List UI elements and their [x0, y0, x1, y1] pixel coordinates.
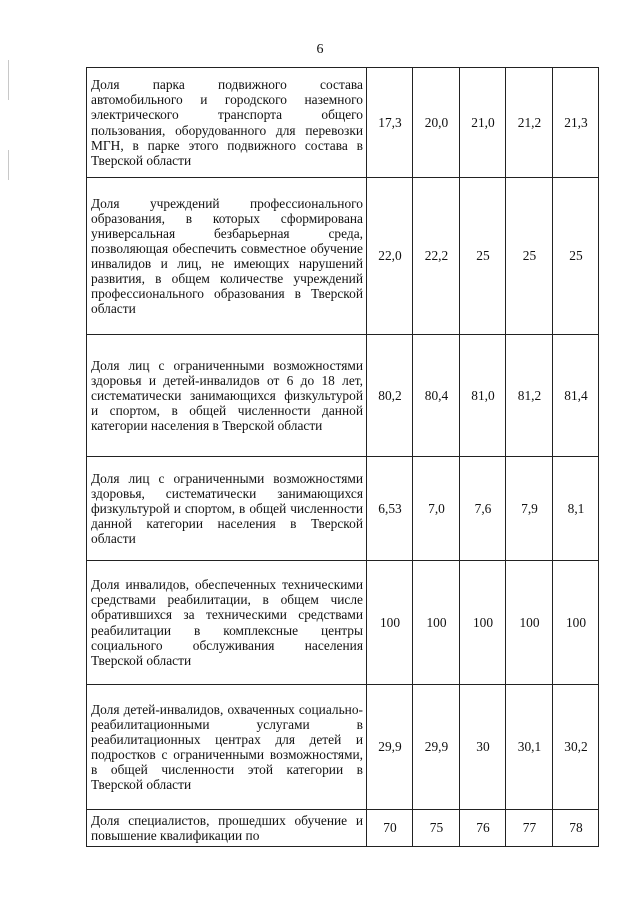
indicator-label: Доля лиц с ограниченными возможностями здоровья, систематически занимающихся физкультурой и спортом, в общей численности данной категории населения в Тверской области — [87, 457, 367, 561]
indicator-value: 30,1 — [506, 685, 553, 810]
indicator-value: 30,2 — [553, 685, 599, 810]
indicator-value: 25 — [553, 178, 599, 335]
indicator-value: 29,9 — [413, 685, 460, 810]
indicator-value: 20,0 — [413, 68, 460, 178]
indicator-value: 100 — [413, 561, 460, 685]
indicator-value: 100 — [367, 561, 413, 685]
indicator-label: Доля лиц с ограниченными возможностями здоровья и детей-инвалидов от 6 до 18 лет, систематически занимающихся физкультурой и спортом, в общей численности данной категории населения в Тверской области — [87, 335, 367, 457]
indicator-label: Доля парка подвижного состава автомобильного и городского наземного электрического транспорта общего пользования, оборудованного для перевозки МГН, в парке этого подвижного состава в Тверской области — [87, 68, 367, 178]
indicators-table — [86, 67, 599, 847]
indicator-value: 81,4 — [553, 335, 599, 457]
indicator-value: 25 — [506, 178, 553, 335]
table-row — [87, 178, 599, 335]
table-row — [87, 335, 599, 457]
indicator-value: 21,3 — [553, 68, 599, 178]
table-row — [87, 457, 599, 561]
indicator-value: 17,3 — [367, 68, 413, 178]
indicator-value: 8,1 — [553, 457, 599, 561]
indicator-value: 7,6 — [460, 457, 506, 561]
indicator-value: 21,2 — [506, 68, 553, 178]
indicator-value: 80,4 — [413, 335, 460, 457]
indicator-value: 7,9 — [506, 457, 553, 561]
indicator-value: 100 — [460, 561, 506, 685]
indicator-value: 22,2 — [413, 178, 460, 335]
indicator-value: 21,0 — [460, 68, 506, 178]
indicator-value: 25 — [460, 178, 506, 335]
scan-margin-mark — [8, 60, 9, 100]
indicator-label: Доля инвалидов, обеспеченных техническими средствами реабилитации, в общем числе обратившихся за техническими средствами реабилитации в комплексные центры социального обслуживания населения Тверской области — [87, 561, 367, 685]
table-row — [87, 810, 599, 847]
indicator-value: 76 — [460, 810, 506, 847]
indicator-value: 22,0 — [367, 178, 413, 335]
table-row — [87, 561, 599, 685]
indicator-value: 81,2 — [506, 335, 553, 457]
indicator-value: 29,9 — [367, 685, 413, 810]
table-row — [87, 685, 599, 810]
indicator-value: 77 — [506, 810, 553, 847]
indicator-label: Доля учреждений профессионального образования, в которых сформирована универсальная безбарьерная среда, позволяющая обеспечить совместное обучение инвалидов и лиц, не имеющих нарушений развития, в общем количестве учреждений профессионального образования в Тверской области — [87, 178, 367, 335]
indicator-label: Доля специалистов, прошедших обучение и повышение квалификации по — [87, 810, 367, 847]
indicator-value: 75 — [413, 810, 460, 847]
indicator-value: 100 — [506, 561, 553, 685]
indicator-value: 6,53 — [367, 457, 413, 561]
table-row — [87, 68, 599, 178]
page-number: 6 — [316, 42, 324, 57]
indicator-value: 100 — [553, 561, 599, 685]
indicator-label: Доля детей-инвалидов, охваченных социально-реабилитационными услугами в реабилитационных центрах для детей и подростков с ограниченными возможностями, в общей численности этой категории в Тверской области — [87, 685, 367, 810]
indicator-value: 30 — [460, 685, 506, 810]
indicator-value: 81,0 — [460, 335, 506, 457]
indicator-value: 7,0 — [413, 457, 460, 561]
indicator-value: 80,2 — [367, 335, 413, 457]
indicator-value: 78 — [553, 810, 599, 847]
indicator-value: 70 — [367, 810, 413, 847]
scan-margin-mark — [8, 150, 9, 180]
